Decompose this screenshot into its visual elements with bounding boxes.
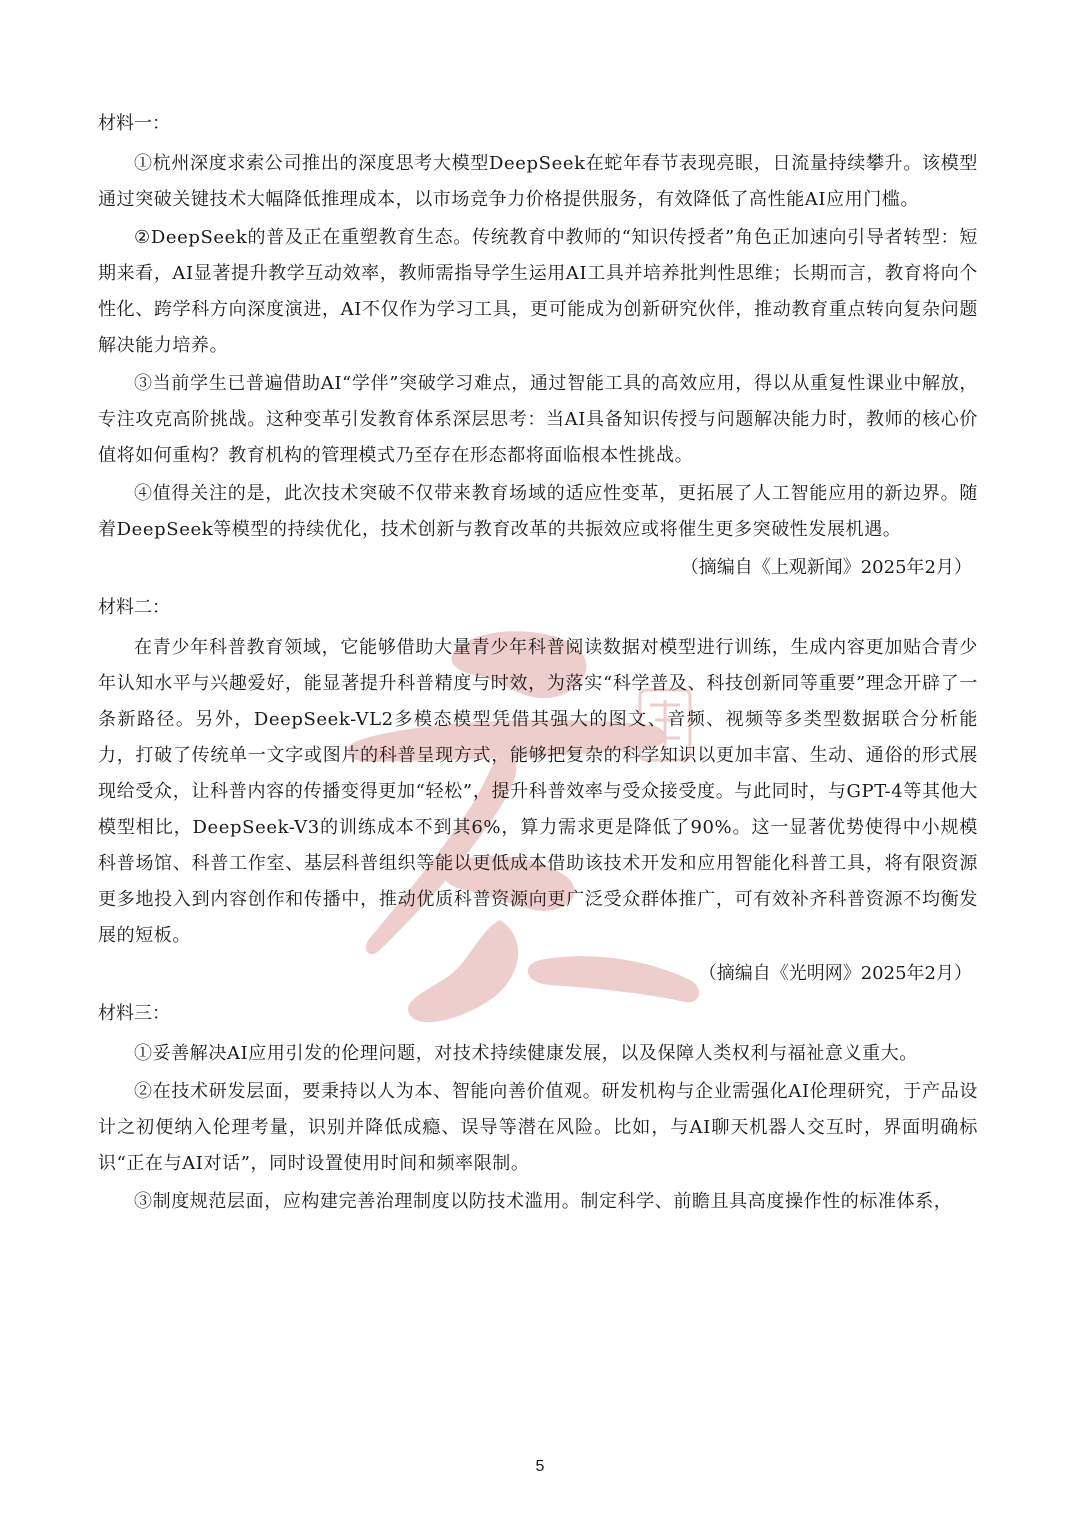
material-3-paragraph: ②在技术研发层面，要秉持以人为本、智能向善价值观。研发机构与企业需强化AI伦理研究，于产品设计之初便纳入伦理考量，识别并降低成瘾、误导等潜在风险。比如，与AI聊天机器人交互时，界面明确标识“正在与AI对话”，同时设置使用时间和频率限制。 [98, 1081, 978, 1174]
material-3-label: 材料三： [98, 1003, 170, 1024]
material-1-paragraph: ③当前学生已普遍借助AI“学伴”突破学习难点，通过智能工具的高效应用，得以从重复性课业中解放，专注攻克高阶挑战。这种变革引发教育体系深层思考：当AI具备知识传授与问题解决能力时，教师的核心价值将如何重构？教育机构的管理模式乃至存在形态都将面临根本性挑战。 [98, 373, 978, 466]
material-1-paragraph: ④值得关注的是，此次技术突破不仅带来教育场域的适应性变革，更拓展了人工智能应用的新边界。随着DeepSeek等模型的持续优化，技术创新与教育改革的共振效应或将催生更多突破性发展机遇。 [98, 483, 978, 540]
material-2 [98, 592, 978, 992]
material-2-paragraph: 在青少年科普教育领域，它能够借助大量青少年科普阅读数据对模型进行训练，生成内容更加贴合青少年认知水平与兴趣爱好，能显著提升科普精度与时效，为落实“科学普及、科技创新同等重要”理念开辟了一条新路径。另外，DeepSeek-VL2多模态模型凭借其强大的图文、音频、视频等多类型数据联合分析能力，打破了传统单一文字或图片的科普呈现方式，能够把复杂的科学知识以更加丰富、生动、通俗的形式展现给受众，让科普内容的传播变得更加“轻松”，提升科普效率与受众接受度。与此同时，与GPT-4等其他大模型相比，DeepSeek-V3的训练成本不到其6%，算力需求更是降低了90%。这一显著优势使得中小规模科普场馆、科普工作室、基层科普组织等能以更低成本借助该技术开发和应用智能化科普工具，将有限资源更多地投入到内容创作和传播中，推动优质科普资源向更广泛受众群体推广，可有效补齐科普资源不均衡发展的短板。 [98, 637, 978, 946]
material-1-source: （摘编自《上观新闻》2025年2月） [680, 557, 972, 578]
material-2-source: （摘编自《光明网》2025年2月） [698, 963, 972, 984]
material-3-paragraph: ③制度规范层面，应构建完善治理制度以防技术滥用。制定科学、前瞻且具高度操作性的标准体系， [134, 1191, 953, 1212]
document-body [98, 108, 978, 1228]
material-1-label: 材料一： [98, 113, 170, 134]
material-3 [98, 998, 978, 1222]
material-3-paragraph: ①妥善解决AI应用引发的伦理问题，对技术持续健康发展，以及保障人类权利与福祉意义重大。 [134, 1043, 918, 1064]
material-1-paragraph: ①杭州深度求索公司推出的深度思考大模型DeepSeek在蛇年春节表现亮眼，日流量持续攀升。该模型通过突破关键技术大幅降低推理成本，以市场竞争力价格提供服务，有效降低了高性能AI应用门槛。 [98, 153, 978, 210]
material-1 [98, 108, 978, 586]
material-1-paragraph: ②DeepSeek的普及正在重塑教育生态。传统教育中教师的“知识传授者”角色正加速向引导者转型：短期来看，AI显著提升教学互动效率，教师需指导学生运用AI工具并培养批判性思维；长期而言，教育将向个性化、跨学科方向深度演进，AI不仅作为学习工具，更可能成为创新研究伙伴，推动教育重点转向复杂问题解决能力培养。 [98, 227, 978, 356]
page-number: 5 [535, 1458, 545, 1475]
material-2-label: 材料二： [98, 597, 170, 618]
